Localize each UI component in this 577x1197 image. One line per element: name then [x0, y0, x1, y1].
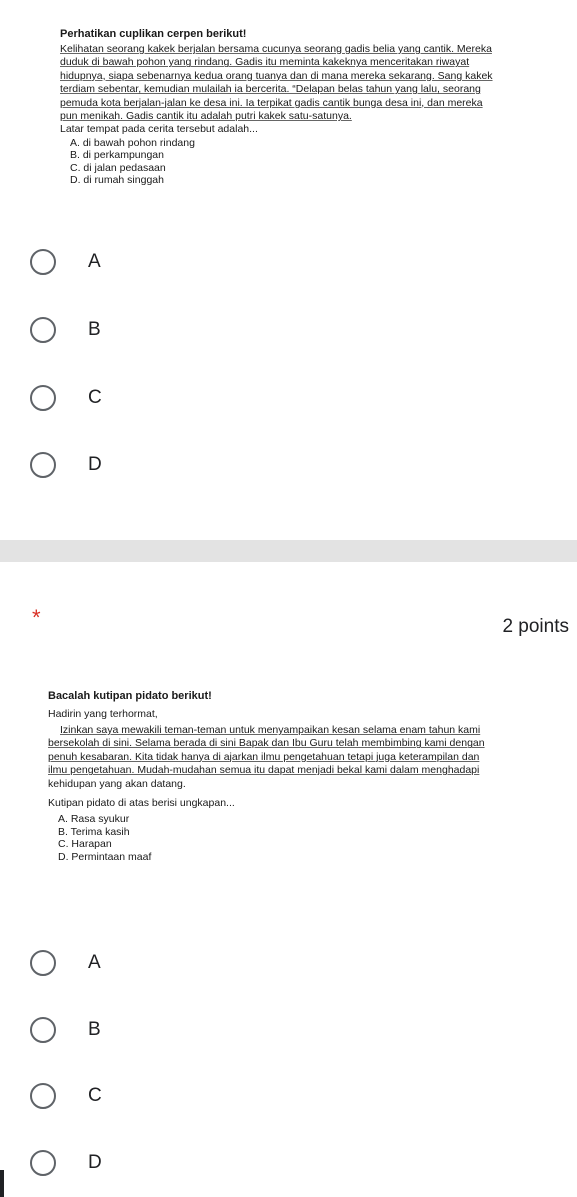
choice-label: C [88, 1085, 102, 1106]
q1-choice-d[interactable] [30, 447, 102, 483]
q2-question: Kutipan pidato di atas berisi ungkapan... [48, 797, 235, 810]
q1-instruction: Perhatikan cuplikan cerpen berikut! [60, 28, 247, 40]
q2-passage-line: penuh kesabaran. Kita tidak hanya di ajarkan ilmu pengetahuan tetapi juga keterampilan dan [48, 750, 480, 763]
radio-button[interactable] [30, 1017, 56, 1043]
choice-label: B [88, 1019, 101, 1040]
radio-button[interactable] [30, 452, 56, 478]
section-divider [0, 540, 577, 562]
q1-passage-line: pemuda kota berjalan-jalan ke desa ini. Ia terpikat gadis cantik bunga desa ini, dan mereka [60, 96, 483, 109]
q1-question: Latar tempat pada cerita tersebut adalah... [60, 123, 258, 136]
q1-option-d: D. di rumah singgah [70, 174, 164, 187]
radio-button[interactable] [30, 1150, 56, 1176]
choice-label: A [88, 251, 101, 272]
q2-option-b: B. Terima kasih [58, 825, 130, 838]
radio-button[interactable] [30, 249, 56, 275]
q2-choice-b[interactable] [30, 1012, 101, 1048]
question-1-image [0, 0, 577, 215]
q1-passage-line: Kelihatan seorang kakek berjalan bersama cucunya seorang gadis belia yang cantik. Mereka [60, 43, 492, 55]
radio-button[interactable] [30, 1083, 56, 1109]
q1-option-c: C. di jalan pedasaan [70, 161, 166, 174]
choice-label: A [88, 952, 101, 973]
focus-marker [0, 1170, 4, 1197]
choice-label: B [88, 319, 101, 340]
q2-choice-a[interactable] [30, 945, 101, 981]
q2-instruction: Bacalah kutipan pidato berikut! [48, 690, 212, 702]
q2-option-a: A. Rasa syukur [58, 813, 130, 826]
choice-label: C [88, 387, 102, 408]
radio-button[interactable] [30, 385, 56, 411]
q1-passage-line: duduk di bawah pohon yang rindang. Gadis itu meminta kakeknya menceritakan riwayat [60, 56, 470, 69]
q2-greeting: Hadirin yang terhormat, [48, 708, 158, 720]
q2-passage-line: bersekolah di sini. Selama berada di sini Bapak dan Ibu Guru telah membimbing kami dengan [48, 737, 485, 750]
q2-passage-line: ilmu pengetahuan. Mudah-mudahan semua itu dapat menjadi bekal kami dalam menghadapi [48, 764, 480, 777]
choice-label: D [88, 1152, 102, 1173]
q2-option-c: C. Harapan [58, 838, 112, 851]
q2-choice-d[interactable] [30, 1145, 102, 1181]
radio-button[interactable] [30, 950, 56, 976]
q2-choice-c[interactable] [30, 1078, 102, 1114]
q1-choice-b[interactable] [30, 312, 101, 348]
question-2-image [0, 690, 577, 905]
q1-choice-a[interactable] [30, 244, 101, 280]
choice-label: D [88, 454, 102, 475]
radio-button[interactable] [30, 317, 56, 343]
q1-option-b: B. di perkampungan [70, 149, 164, 162]
q2-passage-line: Izinkan saya mewakili teman-teman untuk menyampaikan kesan selama enam tahun kami [60, 724, 481, 736]
q1-option-a: A. di bawah pohon rindang [70, 136, 195, 149]
q2-passage-line: kehidupan yang akan datang. [48, 777, 186, 790]
q2-option-d: D. Permintaan maaf [58, 850, 152, 863]
q1-passage-line: pun menikah. Gadis cantik itu adalah putri kakek satu-satunya. [60, 110, 352, 123]
q1-passage-line: hidupnya, siapa sebenarnya kedua orang tuanya dan di mana mereka sekarang. Sang kakek [60, 69, 493, 82]
q1-choice-c[interactable] [30, 380, 102, 416]
q1-passage-line: terdiam sebentar, kemudian mulailah ia bercerita. “Delapan belas tahun yang lalu, seorang [60, 83, 481, 96]
points-label: 2 points [502, 616, 569, 637]
required-indicator: * [32, 605, 41, 630]
